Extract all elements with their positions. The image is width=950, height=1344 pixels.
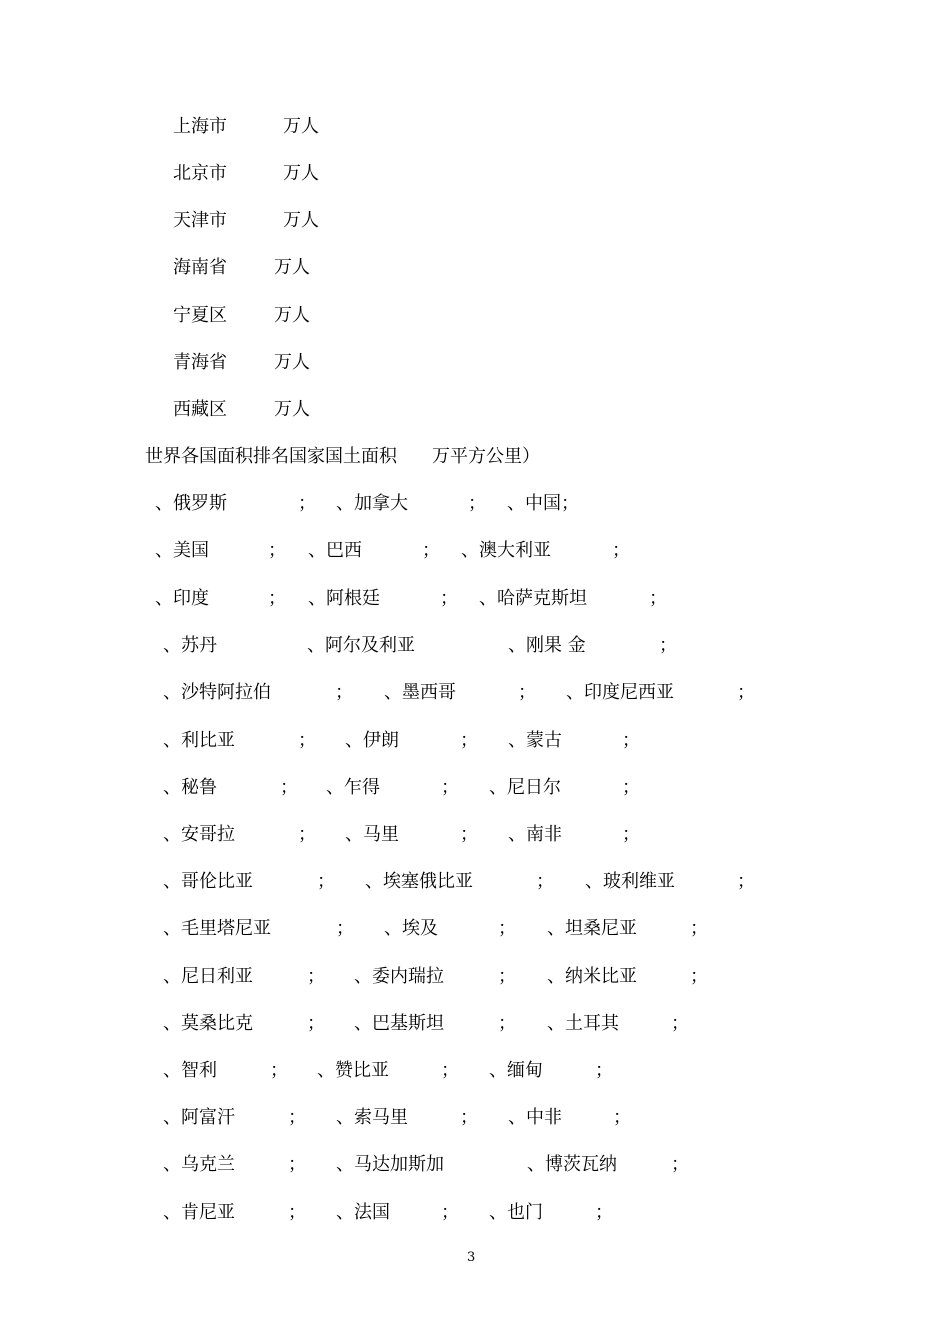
separator: ； xyxy=(307,1013,325,1034)
country-row xyxy=(163,917,863,941)
country-entry: 、秘鲁 xyxy=(163,777,217,798)
country-entry: 、印度 xyxy=(155,588,209,609)
separator: ； xyxy=(288,1107,306,1128)
separator: ； xyxy=(613,1107,631,1128)
separator: ； xyxy=(441,1202,459,1223)
country-row xyxy=(163,823,863,847)
separator: ； xyxy=(288,1154,306,1175)
separator: ； xyxy=(737,682,755,703)
country-row xyxy=(155,492,855,516)
separator: ； xyxy=(317,871,335,892)
country-entry: 、博茨瓦纳 xyxy=(527,1154,617,1175)
separator: ； xyxy=(441,777,459,798)
population-unit: 万人 xyxy=(274,305,310,326)
separator: ； xyxy=(335,682,353,703)
country-entry: 、埃塞俄比亚 xyxy=(365,871,473,892)
separator: ； xyxy=(440,588,458,609)
separator: ； xyxy=(622,730,640,751)
country-entry: 、阿尔及利亚 xyxy=(307,635,415,656)
country-entry: 、莫桑比克 xyxy=(163,1013,253,1034)
country-entry: 、坦桑尼亚 xyxy=(547,918,637,939)
country-entry: 、俄罗斯 xyxy=(155,493,227,514)
country-row xyxy=(163,634,863,658)
country-entry: 、苏丹 xyxy=(163,635,217,656)
country-row xyxy=(163,1059,863,1083)
region-name: 西藏区 xyxy=(173,399,227,420)
country-row xyxy=(163,1153,863,1177)
country-entry: 、刚果 金 xyxy=(508,635,586,656)
separator: ； xyxy=(468,493,486,514)
country-entry: 、乍得 xyxy=(326,777,380,798)
country-entry: 、也门 xyxy=(489,1202,543,1223)
country-entry: 、沙特阿拉伯 xyxy=(163,682,271,703)
country-row xyxy=(163,1106,863,1130)
country-entry: 、澳大利亚 xyxy=(461,540,551,561)
country-entry: 、索马里 xyxy=(336,1107,408,1128)
country-entry: 、纳米比亚 xyxy=(547,966,637,987)
country-entry: 、玻利维亚 xyxy=(585,871,675,892)
country-row xyxy=(163,776,863,800)
region-name: 宁夏区 xyxy=(173,305,227,326)
separator: ； xyxy=(690,966,708,987)
country-entry: 、中非 xyxy=(508,1107,562,1128)
separator: ； xyxy=(460,730,478,751)
separator: ； xyxy=(649,588,667,609)
country-entry: 、哈萨克斯坦 xyxy=(479,588,587,609)
population-unit: 万人 xyxy=(283,210,319,231)
region-name: 天津市 xyxy=(173,210,227,231)
separator: ； xyxy=(280,777,298,798)
country-entry: 、印度尼西亚 xyxy=(566,682,674,703)
separator: ； xyxy=(268,540,286,561)
population-unit: 万人 xyxy=(283,163,319,184)
country-entry: 、乌克兰 xyxy=(163,1154,235,1175)
country-entry: 、安哥拉 xyxy=(163,824,235,845)
country-row xyxy=(155,587,855,611)
country-row xyxy=(163,1201,863,1225)
country-entry: 、智利 xyxy=(163,1060,217,1081)
separator: ； xyxy=(690,918,708,939)
separator: ； xyxy=(288,1202,306,1223)
country-entry: 、赞比亚 xyxy=(317,1060,389,1081)
region-name: 海南省 xyxy=(173,257,227,278)
country-entry: 、阿根廷 xyxy=(308,588,380,609)
country-entry: 、阿富汗 xyxy=(163,1107,235,1128)
country-entry: 、美国 xyxy=(155,540,209,561)
country-entry: 、加拿大 xyxy=(336,493,408,514)
country-entry: 、南非 xyxy=(508,824,562,845)
separator: ； xyxy=(498,918,516,939)
country-entry: 、中国； xyxy=(507,493,579,514)
country-entry: 、毛里塔尼亚 xyxy=(163,918,271,939)
population-unit: 万人 xyxy=(274,352,310,373)
country-entry: 、缅甸 xyxy=(489,1060,543,1081)
separator: ； xyxy=(298,730,316,751)
population-unit: 万人 xyxy=(274,257,310,278)
country-row xyxy=(163,681,863,705)
country-entry: 、蒙古 xyxy=(508,730,562,751)
country-entry: 、法国 xyxy=(336,1202,390,1223)
separator: ； xyxy=(622,777,640,798)
country-row xyxy=(163,729,863,753)
separator: ； xyxy=(422,540,440,561)
separator: ； xyxy=(298,493,316,514)
separator: ； xyxy=(498,966,516,987)
country-entry: 、利比亚 xyxy=(163,730,235,751)
separator: ； xyxy=(737,871,755,892)
separator: ； xyxy=(536,871,554,892)
country-entry: 、委内瑞拉 xyxy=(354,966,444,987)
country-entry: 、巴基斯坦 xyxy=(354,1013,444,1034)
separator: ； xyxy=(659,635,677,656)
separator: ； xyxy=(298,824,316,845)
population-unit: 万人 xyxy=(283,116,319,137)
region-name: 北京市 xyxy=(173,163,227,184)
country-row xyxy=(163,1012,863,1036)
separator: ； xyxy=(671,1154,689,1175)
country-row xyxy=(155,539,855,563)
country-row xyxy=(163,870,863,894)
country-entry: 、巴西 xyxy=(308,540,362,561)
country-entry: 、尼日利亚 xyxy=(163,966,253,987)
separator: ； xyxy=(268,588,286,609)
separator: ； xyxy=(460,1107,478,1128)
country-entry: 、肯尼亚 xyxy=(163,1202,235,1223)
region-name: 青海省 xyxy=(173,352,227,373)
separator: ； xyxy=(336,918,354,939)
country-entry: 、墨西哥 xyxy=(384,682,456,703)
separator: ； xyxy=(498,1013,516,1034)
page-number: 3 xyxy=(467,1250,476,1265)
country-entry: 、埃及 xyxy=(384,918,438,939)
separator: ； xyxy=(595,1202,613,1223)
population-unit: 万人 xyxy=(274,399,310,420)
separator: ； xyxy=(595,1060,613,1081)
country-entry: 、马里 xyxy=(345,824,399,845)
country-row xyxy=(163,965,863,989)
country-entry: 、哥伦比亚 xyxy=(163,871,253,892)
separator: ； xyxy=(671,1013,689,1034)
separator: ； xyxy=(460,824,478,845)
heading-text: 世界各国面积排名国家国土面积 xyxy=(145,446,397,467)
separator: ； xyxy=(518,682,536,703)
region-name: 上海市 xyxy=(173,116,227,137)
separator: ； xyxy=(270,1060,288,1081)
separator: ； xyxy=(441,1060,459,1081)
separator: ； xyxy=(307,966,325,987)
country-entry: 、土耳其 xyxy=(547,1013,619,1034)
country-entry: 、尼日尔 xyxy=(489,777,561,798)
separator: ； xyxy=(622,824,640,845)
separator: ； xyxy=(612,540,630,561)
country-entry: 、马达加斯加 xyxy=(336,1154,444,1175)
heading-unit: 万平方公里） xyxy=(432,446,540,467)
country-entry: 、伊朗 xyxy=(345,730,399,751)
